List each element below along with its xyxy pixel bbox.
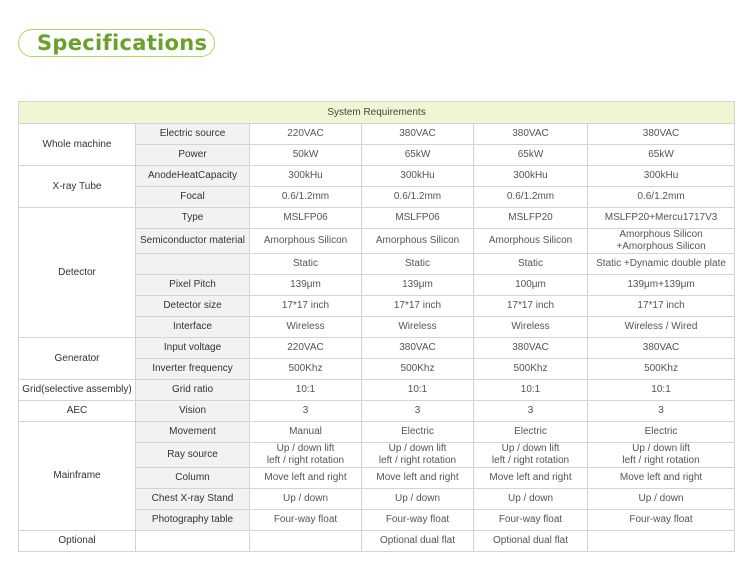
- cell: Electric: [474, 422, 588, 443]
- group-aec: AEC: [19, 401, 136, 422]
- row-label: Photography table: [136, 510, 250, 531]
- cell: 380VAC: [362, 124, 474, 145]
- table-row: [19, 531, 735, 552]
- cell: 0.6/1.2mm: [362, 187, 474, 208]
- cell: [250, 443, 362, 468]
- cell: 300kHu: [362, 166, 474, 187]
- group-xray-tube: X-ray Tube: [19, 166, 136, 208]
- cell: Move left and right: [474, 468, 588, 489]
- cell: Up / down: [588, 489, 735, 510]
- cell: 100μm: [474, 275, 588, 296]
- table-row: [19, 124, 735, 145]
- cell: Amorphous Silicon: [474, 229, 588, 254]
- table-row: [19, 338, 735, 359]
- cell: 0.6/1.2mm: [250, 187, 362, 208]
- row-label: Inverter frequency: [136, 359, 250, 380]
- cell: Optional dual flat: [362, 531, 474, 552]
- cell: Wireless: [362, 317, 474, 338]
- cell: [588, 229, 735, 254]
- row-label: Interface: [136, 317, 250, 338]
- cell: [362, 443, 474, 468]
- table-row: [19, 401, 735, 422]
- cell: Move left and right: [362, 468, 474, 489]
- row-label-empty: [136, 254, 250, 275]
- group-detector: Detector: [19, 208, 136, 338]
- cell: 17*17 inch: [474, 296, 588, 317]
- cell: 380VAC: [588, 124, 735, 145]
- table-header-row: [19, 102, 735, 124]
- table-row: [19, 422, 735, 443]
- cell-line: Up / down lift: [388, 443, 447, 454]
- cell: MSLFP20+Mercu1717V3: [588, 208, 735, 229]
- row-label: Ray source: [136, 443, 250, 468]
- cell: 380VAC: [588, 338, 735, 359]
- row-label: Column: [136, 468, 250, 489]
- cell-line: left / right rotation: [622, 455, 700, 466]
- cell: Static: [362, 254, 474, 275]
- group-generator: Generator: [19, 338, 136, 380]
- cell: 0.6/1.2mm: [474, 187, 588, 208]
- cell: 10:1: [362, 380, 474, 401]
- table-row: [19, 380, 735, 401]
- cell-line: left / right rotation: [378, 455, 457, 466]
- cell: 300kHu: [474, 166, 588, 187]
- cell: Up / down: [362, 489, 474, 510]
- cell: 500Khz: [474, 359, 588, 380]
- cell: Four-way float: [362, 510, 474, 531]
- table-row: [19, 208, 735, 229]
- cell: 220VAC: [250, 124, 362, 145]
- cell: Up / down: [250, 489, 362, 510]
- cell: 10:1: [588, 380, 735, 401]
- row-label: Focal: [136, 187, 250, 208]
- cell: 65kW: [474, 145, 588, 166]
- cell: Manual: [250, 422, 362, 443]
- cell: 500Khz: [588, 359, 735, 380]
- cell: Move left and right: [588, 468, 735, 489]
- cell: 10:1: [250, 380, 362, 401]
- cell: 380VAC: [474, 338, 588, 359]
- cell-line: left / right rotation: [266, 455, 345, 466]
- cell: 3: [588, 401, 735, 422]
- cell: 139μm+139μm: [588, 275, 735, 296]
- group-optional: Optional: [19, 531, 136, 552]
- cell: Amorphous Silicon: [362, 229, 474, 254]
- cell: 380VAC: [362, 338, 474, 359]
- cell: 17*17 inch: [588, 296, 735, 317]
- row-label: Semiconductor material: [136, 229, 250, 254]
- table-header: System Requirements: [19, 102, 735, 124]
- cell: 17*17 inch: [362, 296, 474, 317]
- cell: Wireless / Wired: [588, 317, 735, 338]
- cell: MSLFP20: [474, 208, 588, 229]
- cell: 65kW: [362, 145, 474, 166]
- row-label: Power: [136, 145, 250, 166]
- cell: Static: [474, 254, 588, 275]
- cell-empty: [136, 531, 250, 552]
- cell-line: Amorphous Silicon: [619, 229, 703, 240]
- cell: Four-way float: [474, 510, 588, 531]
- cell: [474, 443, 588, 468]
- row-label: Chest X-ray Stand: [136, 489, 250, 510]
- cell-line: Up / down lift: [501, 443, 560, 454]
- group-mainframe: Mainframe: [19, 422, 136, 531]
- cell: 300kHu: [250, 166, 362, 187]
- cell: 3: [250, 401, 362, 422]
- cell: 139μm: [250, 275, 362, 296]
- group-whole-machine: Whole machine: [19, 124, 136, 166]
- cell: Four-way float: [250, 510, 362, 531]
- cell-line: Up / down lift: [276, 443, 335, 454]
- cell: [588, 531, 735, 552]
- cell: 0.6/1.2mm: [588, 187, 735, 208]
- cell: [250, 531, 362, 552]
- cell: 139μm: [362, 275, 474, 296]
- row-label: Movement: [136, 422, 250, 443]
- cell: 17*17 inch: [250, 296, 362, 317]
- cell-line: +Amorphous Silicon: [616, 241, 706, 252]
- cell: Four-way float: [588, 510, 735, 531]
- row-label: Vision: [136, 401, 250, 422]
- cell-line: left / right rotation: [491, 455, 570, 466]
- cell: Amorphous Silicon: [250, 229, 362, 254]
- row-label: Electric source: [136, 124, 250, 145]
- specifications-table: [18, 101, 735, 552]
- cell: 500Khz: [362, 359, 474, 380]
- cell: Move left and right: [250, 468, 362, 489]
- cell: MSLFP06: [250, 208, 362, 229]
- cell: 500Khz: [250, 359, 362, 380]
- cell: 50kW: [250, 145, 362, 166]
- cell: 300kHu: [588, 166, 735, 187]
- cell: Optional dual flat: [474, 531, 588, 552]
- cell: 220VAC: [250, 338, 362, 359]
- row-label: Grid ratio: [136, 380, 250, 401]
- cell: 3: [474, 401, 588, 422]
- cell-line: Up / down lift: [632, 443, 690, 454]
- row-label: Input voltage: [136, 338, 250, 359]
- row-label: Type: [136, 208, 250, 229]
- cell: Wireless: [250, 317, 362, 338]
- cell: Electric: [588, 422, 735, 443]
- table-row: [19, 166, 735, 187]
- cell: 380VAC: [474, 124, 588, 145]
- cell: MSLFP06: [362, 208, 474, 229]
- cell: Up / down: [474, 489, 588, 510]
- cell: Static: [250, 254, 362, 275]
- row-label: Pixel Pitch: [136, 275, 250, 296]
- group-grid: Grid(selective assembly): [19, 380, 136, 401]
- cell: Electric: [362, 422, 474, 443]
- cell: Static +Dynamic double plate: [588, 254, 735, 275]
- row-label: Detector size: [136, 296, 250, 317]
- cell: Wireless: [474, 317, 588, 338]
- row-label: AnodeHeatCapacity: [136, 166, 250, 187]
- cell: 65kW: [588, 145, 735, 166]
- cell: [588, 443, 735, 468]
- cell: 10:1: [474, 380, 588, 401]
- specifications-title-pill: [18, 29, 215, 57]
- page-title: Specifications: [37, 31, 208, 55]
- cell: 3: [362, 401, 474, 422]
